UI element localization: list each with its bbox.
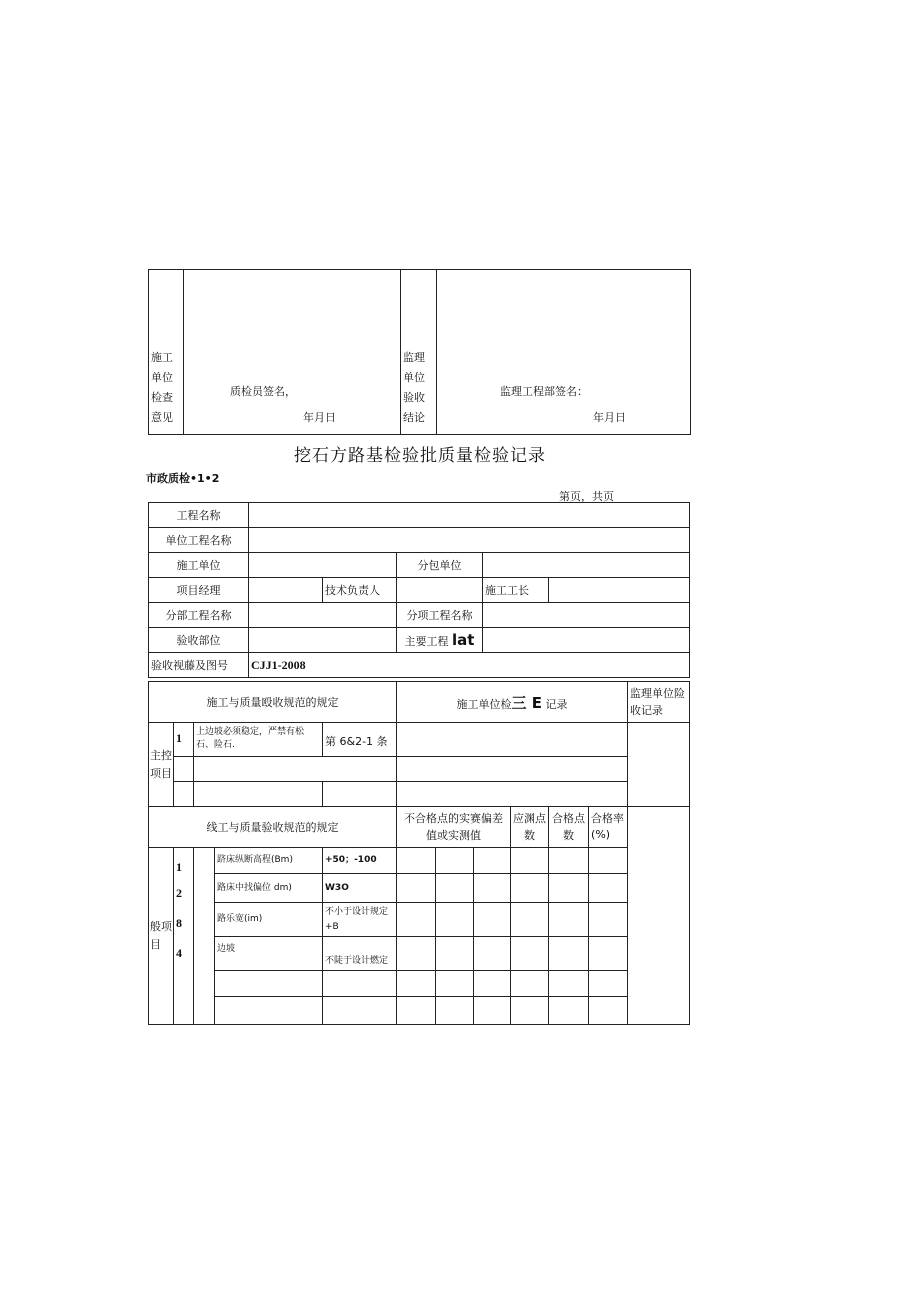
- main-spec-header: 施工与质量殴收规范的规定: [149, 682, 397, 723]
- project-manager-label: 项目经理: [149, 578, 249, 603]
- subitem-project-label: 分项工程名称: [397, 603, 483, 628]
- form-code: 市政质检•1•2: [146, 472, 220, 485]
- main-supervision-record[interactable]: [628, 723, 690, 807]
- subcontract-unit-value[interactable]: [483, 553, 690, 578]
- main-item-record[interactable]: [397, 723, 628, 757]
- check-header-a: 施工单位检: [456, 697, 512, 711]
- general-item-name: 边坡: [215, 937, 323, 971]
- main-work-tail: lat: [452, 631, 475, 649]
- main-item-no: 1: [174, 723, 194, 757]
- tech-lead-value[interactable]: [397, 578, 483, 603]
- construction-unit-label: 施工单位: [149, 553, 249, 578]
- general-item-value: W3O: [323, 874, 397, 903]
- project-name-label: 工程名称: [149, 503, 249, 528]
- main-work-value[interactable]: [483, 628, 690, 653]
- page-info: 第页，共页: [559, 490, 614, 503]
- inspector-sign: 质检员签名，: [230, 385, 296, 398]
- info-table: [148, 502, 690, 678]
- supervision-record-header: 监理单位险收记录: [628, 682, 690, 723]
- subitem-project-value[interactable]: [483, 603, 690, 628]
- general-items-table: [148, 806, 690, 1025]
- deviation-header: 不合格点的实赛偏差值或实测值: [397, 807, 511, 848]
- tech-lead-label: 技术负责人: [323, 578, 397, 603]
- general-no: 1: [176, 860, 182, 874]
- supervision-sign: 监理工程部签名：: [500, 385, 588, 398]
- general-items-label: 般项目: [149, 848, 174, 1025]
- general-supervision-record[interactable]: [628, 807, 690, 1025]
- standard-label: 验收视藤及图号: [149, 653, 249, 678]
- construction-unit-value[interactable]: [249, 553, 397, 578]
- construction-opinion-label: 施工单位检查意见: [149, 270, 184, 435]
- general-item-value: 不小于设计规定+B: [323, 903, 397, 937]
- site-foreman-value[interactable]: [549, 578, 690, 603]
- unit-project-label: 单位工程名称: [149, 528, 249, 553]
- date-right: 年月日: [593, 411, 626, 424]
- division-project-value[interactable]: [249, 603, 397, 628]
- check-header-b: 三 E: [511, 693, 542, 712]
- main-item-clause: 第 6&2-1 条: [323, 723, 397, 757]
- signature-table: [148, 269, 691, 435]
- check-header-c: 记录: [545, 697, 568, 711]
- pass-rate-header: 合格率(%): [589, 807, 628, 848]
- project-manager-value[interactable]: [249, 578, 323, 603]
- main-item-text: 上边坡必须稳定，严禁有松石、险石.: [194, 723, 323, 757]
- main-control-table: [148, 681, 690, 807]
- pass-points-header: 合格点数: [549, 807, 589, 848]
- general-no: 8: [176, 916, 182, 930]
- general-spec-header: 线工与质量验收规范的规定: [149, 807, 397, 848]
- acceptance-part-value[interactable]: [249, 628, 397, 653]
- acceptance-part-label: 验收部位: [149, 628, 249, 653]
- project-name-value[interactable]: [249, 503, 690, 528]
- general-item-value: 不陡于设计燃定: [323, 937, 397, 971]
- date-left: 年月日: [303, 411, 336, 424]
- general-item-name: 跻床纵断高程(Bm): [215, 848, 323, 874]
- page-title: 挖石方路基检验批质量检验记录: [294, 446, 546, 466]
- general-item-value: +50；-100: [323, 848, 397, 874]
- supervision-conclusion-label: 监理单位验收结论: [401, 270, 437, 435]
- division-project-label: 分部工程名称: [149, 603, 249, 628]
- main-control-label: 主控项目: [149, 723, 174, 807]
- main-work-label: 主要工程: [404, 635, 449, 648]
- unit-project-value[interactable]: [249, 528, 690, 553]
- site-foreman-label: 施工工长: [483, 578, 549, 603]
- standard-value: CJJ1-2008: [249, 653, 690, 678]
- general-item-name: 路床中找偏位 dm): [215, 874, 323, 903]
- general-no: 4: [176, 946, 182, 960]
- subcontract-unit-label: 分包单位: [397, 553, 483, 578]
- general-no: 2: [176, 886, 182, 900]
- general-item-name: 路乐宽(im): [215, 903, 323, 937]
- should-points-header: 应渊点数: [511, 807, 549, 848]
